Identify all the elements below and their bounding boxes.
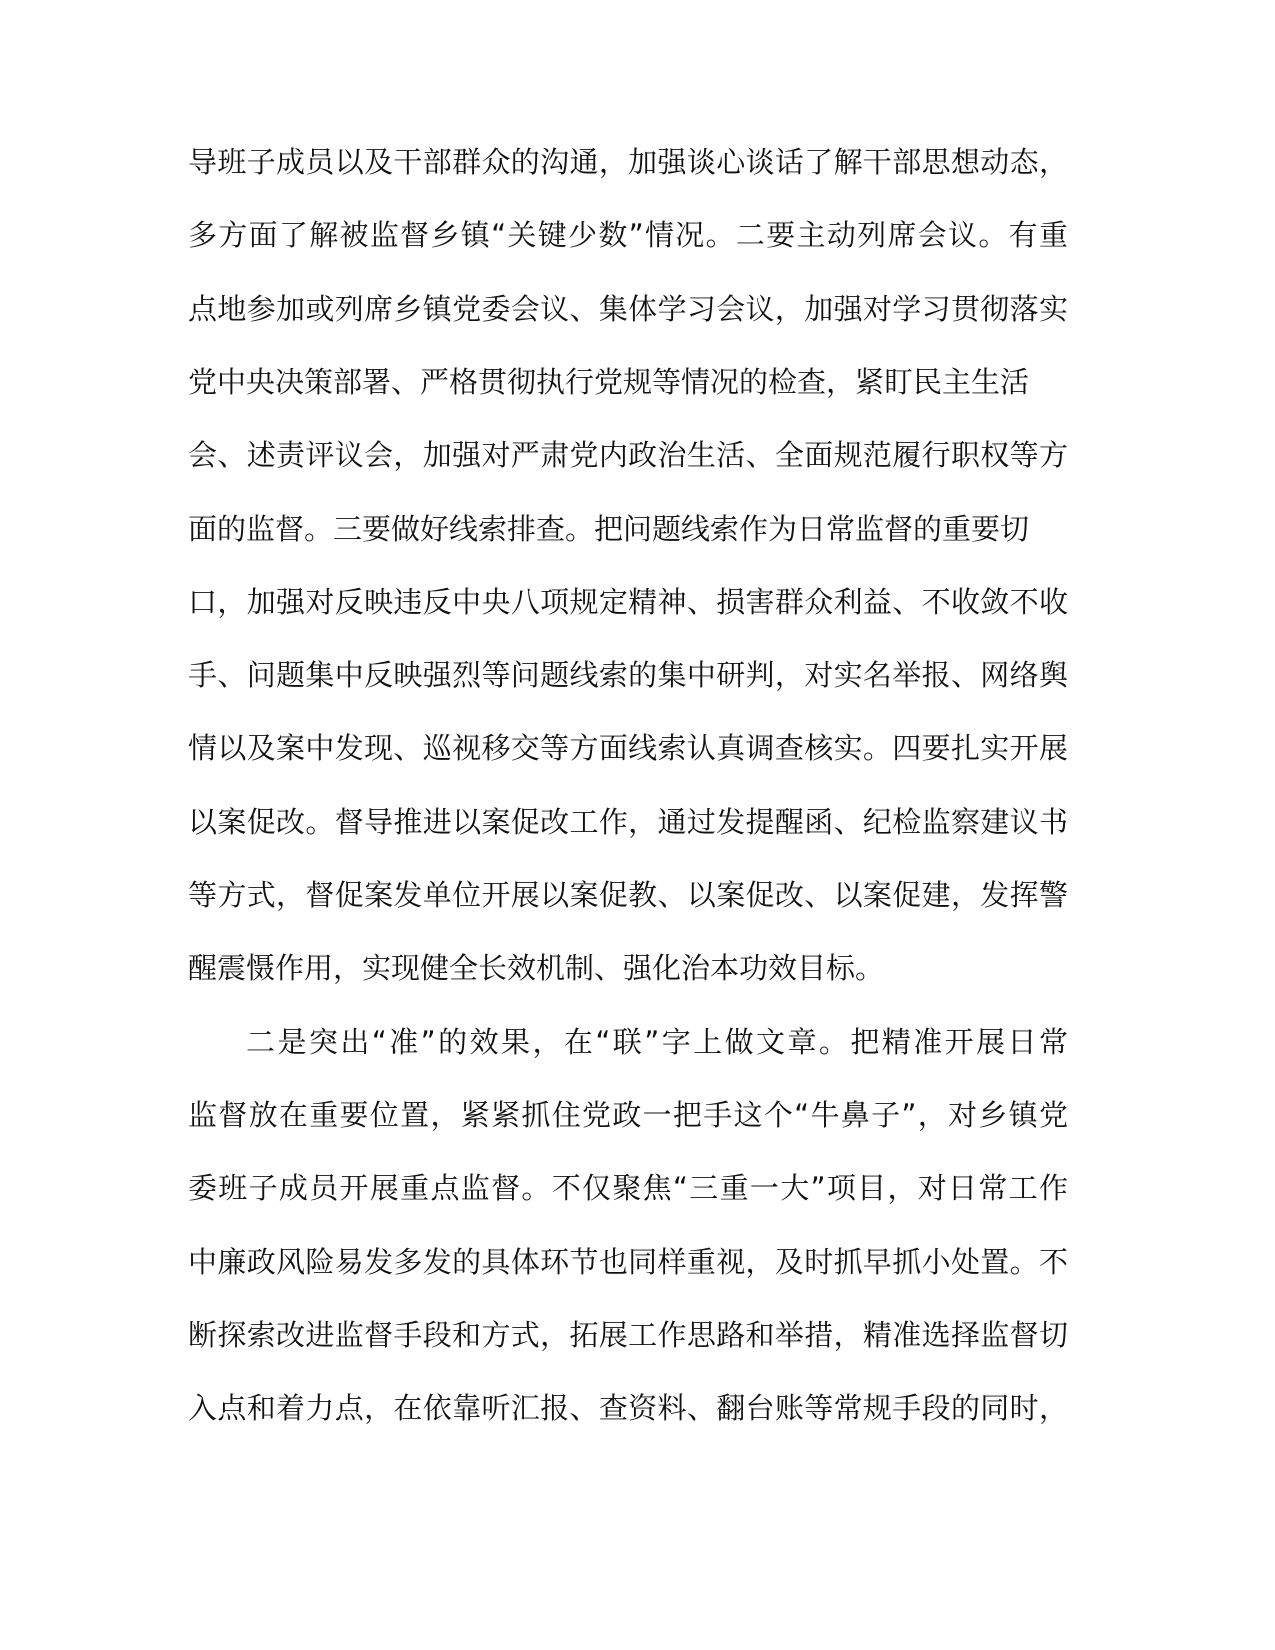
text-line: 导班子成员以及干部群众的沟通，加强谈心谈话了解干部思想动态，	[188, 145, 1068, 179]
text-line: 断探索改进监督手段和方式，拓展工作思路和举措，精准选择监督切	[188, 1318, 1068, 1352]
text-line: 等方式，督促案发单位开展以案促教、以案促改、以案促建，发挥警	[188, 878, 1068, 912]
text-line: 会、述责评议会，加强对严肃党内政治生活、全面规范履行职权等方	[188, 438, 1068, 472]
text-line: 面的监督。三要做好线索排查。把问题线索作为日常监督的重要切	[188, 512, 1030, 546]
text-line: 监督放在重要位置，紧紧抓住党政一把手这个“牛鼻子”，对乡镇党	[188, 1098, 1068, 1132]
text-line: 多方面了解被监督乡镇“关键少数”情况。二要主动列席会议。有重	[188, 218, 1068, 252]
text-line: 二是突出“准”的效果，在“联”字上做文章。把精准开展日常	[246, 1025, 1068, 1059]
text-line: 党中央决策部署、严格贯彻执行党规等情况的检查，紧盯民主生活	[188, 365, 1030, 399]
text-line: 情以及案中发现、巡视移交等方面线索认真调查核实。四要扎实开展	[188, 731, 1068, 765]
text-line: 中廉政风险易发多发的具体环节也同样重视，及时抓早抓小处置。不	[188, 1245, 1068, 1279]
text-line: 口，加强对反映违反中央八项规定精神、损害群众利益、不收敛不收	[188, 585, 1068, 619]
text-line: 手、问题集中反映强烈等问题线索的集中研判，对实名举报、网络舆	[188, 658, 1068, 692]
text-line: 入点和着力点，在依靠听汇报、查资料、翻台账等常规手段的同时，	[188, 1391, 1068, 1425]
text-line: 点地参加或列席乡镇党委会议、集体学习会议，加强对学习贯彻落实	[188, 292, 1068, 326]
text-line: 委班子成员开展重点监督。不仅聚焦“三重一大”项目，对日常工作	[188, 1171, 1068, 1205]
text-line: 醒震慑作用，实现健全长效机制、强化治本功效目标。	[188, 951, 885, 985]
text-line: 以案促改。督导推进以案促改工作，通过发提醒函、纪检监察建议书	[188, 805, 1068, 839]
